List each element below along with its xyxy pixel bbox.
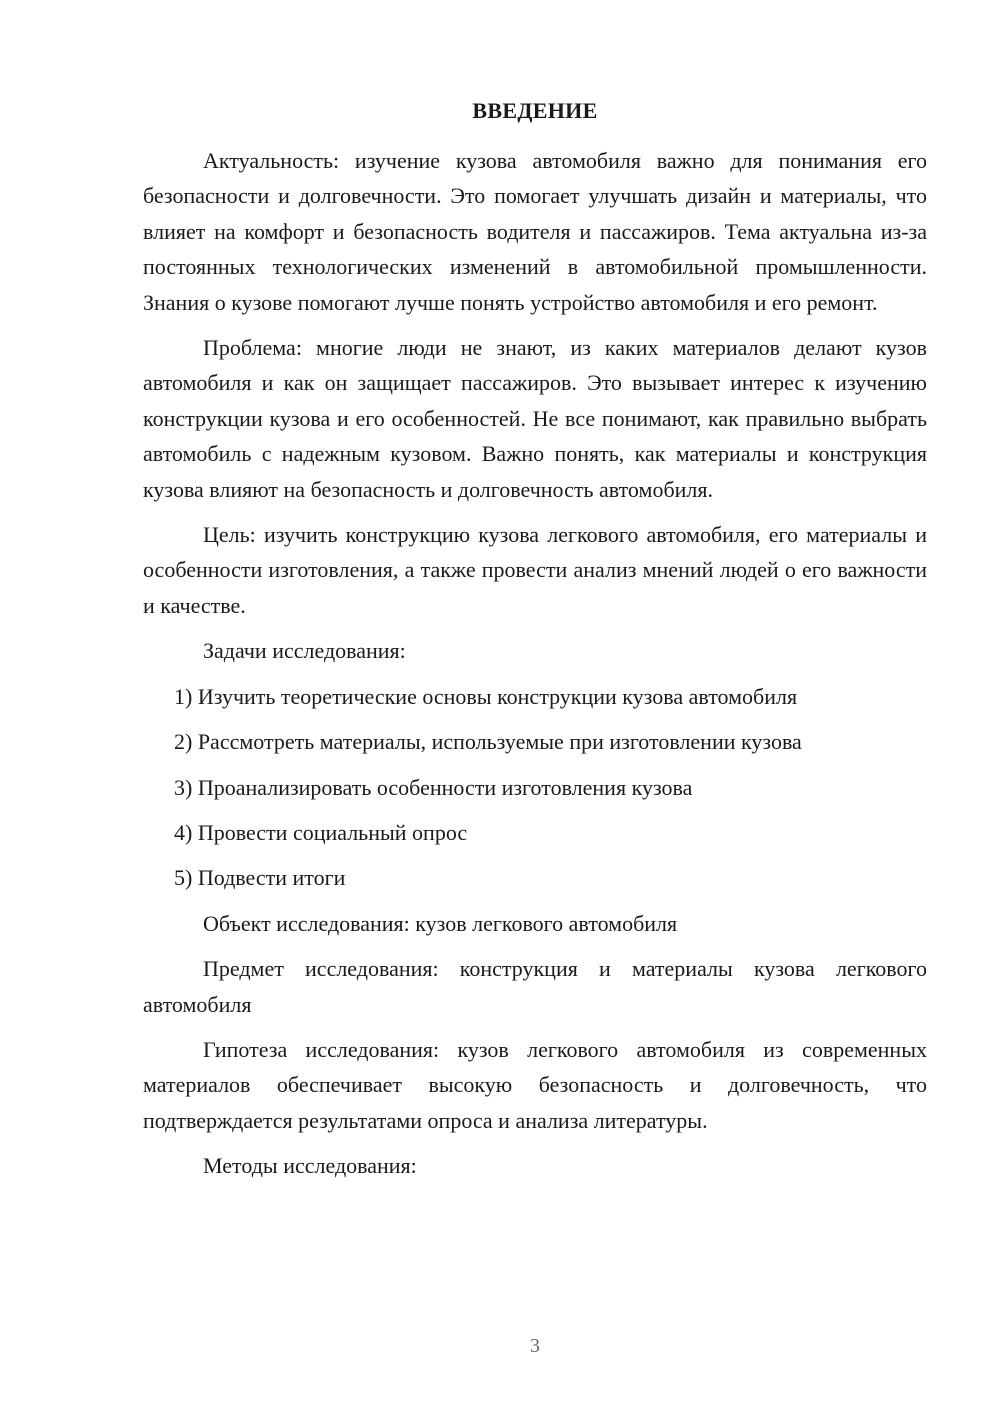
page-number: 3 (530, 1335, 540, 1357)
tasks-title: Задачи исследования: (203, 638, 406, 664)
relevance-paragraph: Актуальность: изучение кузова автомобиля важно для понимания его безопасности и долговечности. Это помогает улучшать дизайн и материалы, что влияет на комфорт и безопасность водителя и пассажиров. Тема актуальна из-за постоянных технологических изменений в автомобильной промышленности. Знания о кузове помогают лучше понять устройство автомобиля и его ремонт. (143, 148, 927, 315)
object-paragraph: Объект исследования: кузов легкового автомобиля (203, 910, 678, 936)
task-item: 3) Проанализировать особенности изготовления кузова (174, 774, 693, 800)
document-body (143, 143, 927, 1194)
goal-paragraph: Цель: изучить конструкцию кузова легкового автомобиля, его материалы и особенности изготовления, а также провести анализ мнений людей о его важности и качестве. (143, 522, 927, 618)
methods-title: Методы исследования: (203, 1153, 417, 1179)
document-page (143, 0, 927, 1414)
task-item: 2) Рассмотреть материалы, используемые при изготовлении кузова (174, 729, 802, 755)
task-item: 1) Изучить теоретические основы конструкции кузова автомобиля (174, 683, 798, 709)
section-heading: ВВЕДЕНИЕ (472, 98, 598, 123)
tasks-list (143, 679, 927, 896)
task-item: 5) Подвести итоги (174, 865, 346, 891)
hypothesis-paragraph: Гипотеза исследования: кузов легкового автомобиля из современных материалов обеспечивает высокую безопасность и долговечность, что подтверждается результатами опроса и анализа литературы. (143, 1036, 927, 1133)
problem-paragraph: Проблема: многие люди не знают, из каких материалов делают кузов автомобиля и как он защищает пассажиров. Это вызывает интерес к изучению конструкции кузова и его особенностей. Не все понимают, как правильно выбрать автомобиль с надежным кузовом. Важно понять, как материалы и конструкция кузова влияют на безопасность и долговечность автомобиля. (143, 335, 927, 502)
task-item: 4) Провести социальный опрос (174, 819, 468, 845)
subject-paragraph: Предмет исследования: конструкция и материалы кузова легкового автомобиля (143, 956, 927, 1017)
